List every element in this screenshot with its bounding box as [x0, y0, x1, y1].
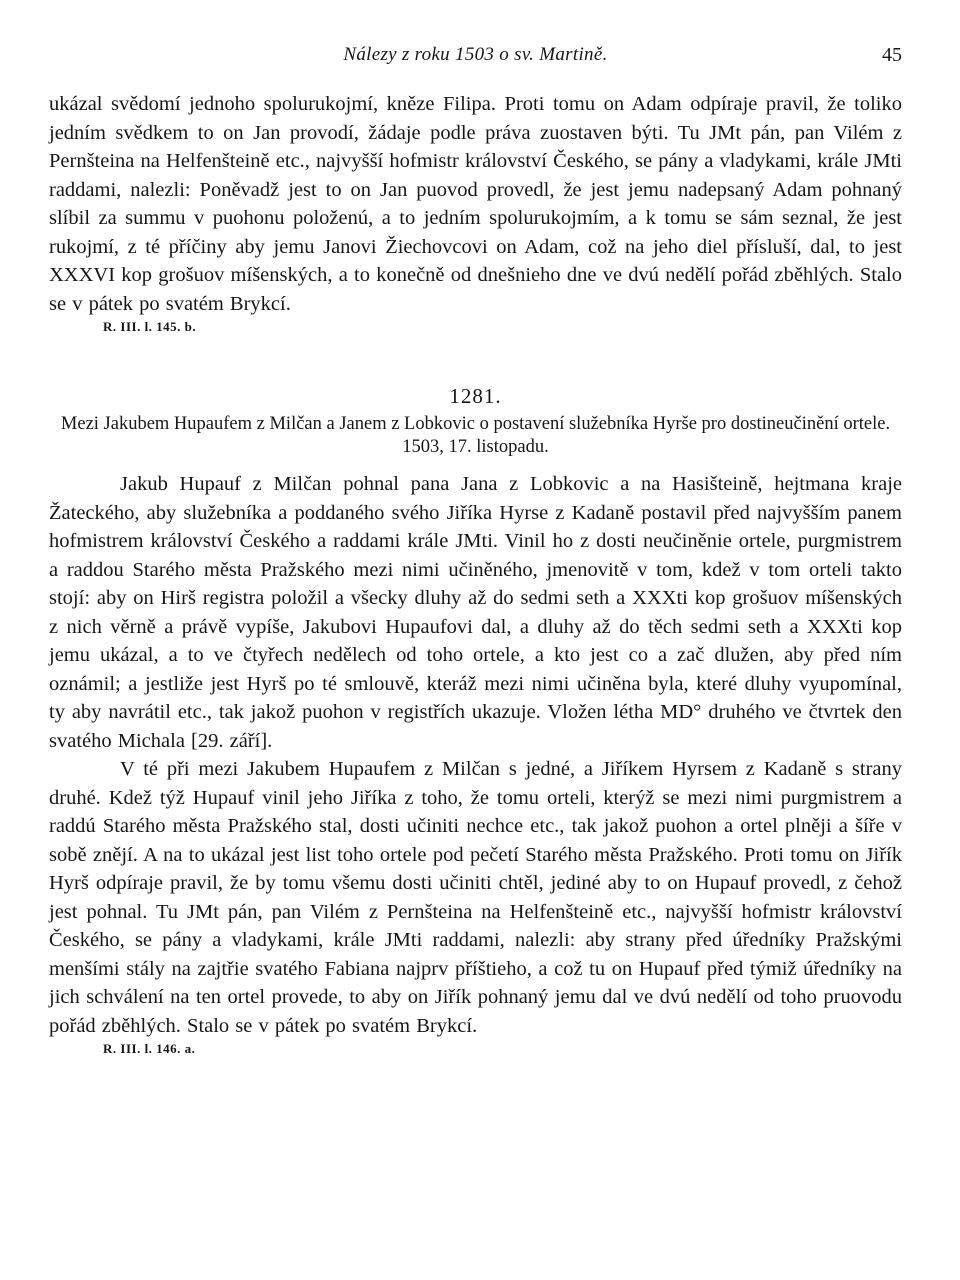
archive-signature-2: R. III. l. 146. a.	[103, 1041, 196, 1056]
document-regest: Mezi Jakubem Hupaufem z Milčan a Janem z Lobkovic o postavení služebníka Hyrše pro dostineučinění ortele. 1503, 17. listopadu.	[60, 414, 891, 457]
running-head	[49, 44, 902, 68]
continuation-block	[49, 90, 902, 336]
body-paragraph-2: V té při mezi Jakubem Hupaufem z Milčan s jedné, a Jiříkem Hyrsem z Kadaně s strany druhé. Kdež týž Hupauf vinil jeho Jiříka z toho, že tomu orteli, kterýž se mezi nimi purgmistrem a raddú Starého města Pražského stal, dosti učiniti nechce etc., tak jakož puohon a ortel plněji a šíře v sobě znějí. A na to ukázal jest list toho ortele pod pečetí Starého města Pražského. Proti tomu on Jiřík Hyrš odpíraje pravil, že by tomu všemu dosti učiniti chtěl, jediné aby to on Hupauf provedl, z čehož jest pohnal. Tu JMt pán, pan Vilém z Pernšteina na Helfenšteině etc., najvyšší hofmistr království Českého, se pány a vladykami, krále JMti raddami, nalezli: aby strany před úředníky Pražskými menšími stály na zajtřie svatého Fabiana najprv příštieho, a což tu on Hupauf před týmiž úředníky na jich schválení na ten ortel provede, to aby on Jiřík pohnaný jemu dal ve dvú nedělí od toho pruovodu pořád zběhlých. Stalo se v pátek po svatém Brykcí.	[49, 758, 902, 1037]
body-paragraph-1: Jakub Hupauf z Milčan pohnal pana Jana z Lobkovic a na Hasišteině, hejtmana kraje Žateckého, aby služebníka a poddaného svého Jiříka Hyrse z Kadaně postavil před najvyšším panem hofmistrem království Českého a raddami krále JMti. Vinil ho z dosti neučiněnie ortele, purgmistrem a raddou Starého města Pražského mezi nimi učiněného, jmenovitě v tom, kdež v tom orteli takto stojí: aby on Hirš registra položil a všecky dluhy až do sedmi seth a XXXti kop grošuov míšenských z nich věrně a právě vypíše, Jakubovi Hupaufovi dal, a dluhy až do těch sedmi seth a XXXti kop jemu ukázal, a to ve čtyřech nedělech od toho ortele, a kto jest co a zač dlužen, aby před ním oznámil; a jestliže jest Hyrš po té smlouvě, kteráž mezi nimi učiněna byla, které dluhy vyupomínal, ty aby navrátil etc., tak jakož puohon v registřích ukazuje. Vložen létha MD° druhého ve čtvrtek den svatého Michala [29. září].	[49, 473, 902, 752]
archive-signature: R. III. l. 145. b.	[103, 319, 197, 334]
document-page	[49, 0, 902, 1280]
document-body	[49, 470, 902, 1058]
running-title: Nálezy z roku 1503 o sv. Martině.	[343, 44, 608, 65]
document-number: 1281.	[449, 384, 502, 408]
continuation-paragraph: ukázal svědomí jednoho spolurukojmí, kněze Filipa. Proti tomu on Adam odpíraje pravil, že toliko jedním svědkem to on Jan provodí, žádaje podle práva zuostaven býti. Tu JMt pán, pan Vilém z Pernšteina na Helfenšteině etc., najvyšší hofmistr království Českého, se pány a vladykami, krále JMti raddami, nalezli: Poněvadž jest to on Jan puovod provedl, že jest jemu nadepsaný Adam pohnaný slíbil za summu v puohonu položenú, a to jedním spolurukojmím, a k tomu se sám seznal, že jest rukojmí, z té příčiny aby jemu Janovi Žiechovcovi on Adam, což na jeho diel přísluší, dal, to jest XXXVI kop grošuov míšenských, a to konečně od dnešnieho dne ve dvú nedělí pořád zběhlých. Stalo se v pátek po svatém Brykcí.	[49, 93, 902, 315]
page-number: 45	[882, 44, 902, 66]
